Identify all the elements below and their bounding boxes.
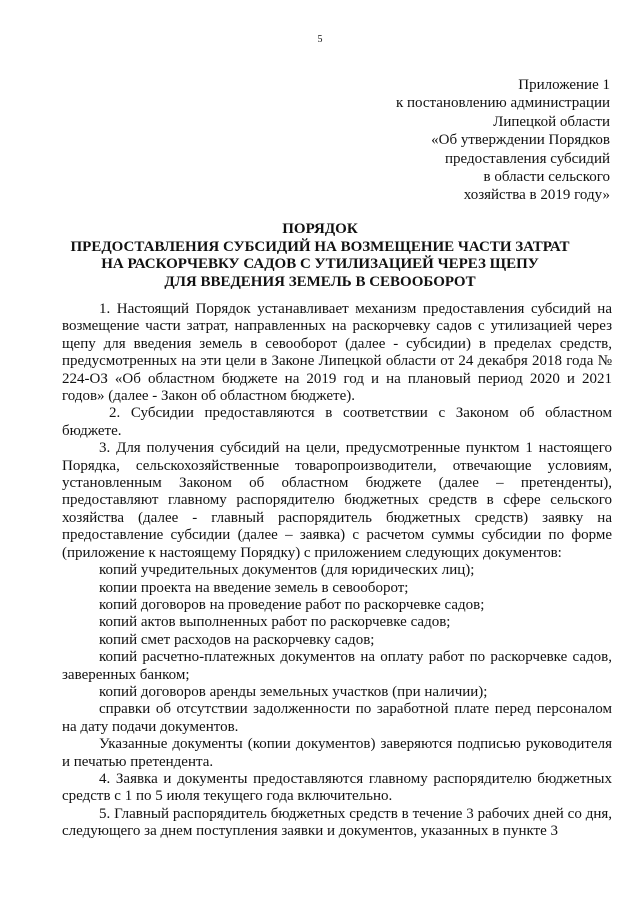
document-list-item: копий расчетно-платежных документов на оплату работ по раскорчевке садов, заверенных банком;	[62, 649, 612, 683]
paragraph-1: 1. Настоящий Порядок устанавливает механизм предоставления субсидий на возмещение части затрат, направленных на раскорчевку садов с утилизацией через щепу для введения земель в севооборот (далее - субсидии) в пределах средств, предусмотренных на эти цели в Законе Липецкой области от 24 декабря 2018 года № 224-ОЗ «Об областном бюджете на 2019 год и на плановый период 2020 и 2021 годов» (далее - Закон об областном бюджете).	[62, 301, 612, 405]
appendix-line: предоставления субсидий	[444, 150, 610, 167]
paragraph-4: 4. Заявка и документы предоставляются главному распорядителю бюджетных средств с 1 по 5 июля текущего года включительно.	[62, 770, 612, 805]
appendix-line: хозяйства в 2019 году»	[463, 187, 610, 204]
appendix-line: «Об утверждении Порядков	[431, 132, 610, 149]
title-line: ДЛЯ ВВЕДЕНИЯ ЗЕМЕЛЬ В СЕВООБОРОТ	[164, 273, 476, 290]
document-list-item: справки об отсутствии задолженности по заработной плате перед персоналом на дату подачи документов.	[62, 701, 612, 735]
appendix-line: в области сельского	[483, 169, 610, 186]
paragraph-5: 5. Главный распорядитель бюджетных средств в течение 3 рабочих дней со дня, следующего за днем поступления заявки и документов, указанных в пункте 3	[62, 805, 612, 840]
document-list-item: копий договоров аренды земельных участков (при наличии);	[99, 683, 488, 700]
paragraph-3: 3. Для получения субсидий на цели, предусмотренные пунктом 1 настоящего Порядка, сельскохозяйственные товаропроизводители, отвечающие условиям, установленным Законом об областном бюджете (далее – претенденты), предоставляют главному распорядителю бюджетных средств в сфере сельского хозяйства (далее - главный распорядитель бюджетных средств) заявку на предоставление субсидии (далее – заявка) с расчетом суммы субсидии по форме (приложение к настоящему Порядку) с приложением следующих документов:	[62, 440, 612, 561]
title-line: ПОРЯДОК	[282, 221, 358, 237]
document-list-item: копий договоров на проведение работ по раскорчевке садов;	[99, 596, 485, 613]
appendix-line: к постановлению администрации	[395, 95, 610, 112]
appendix-line: Липецкой области	[493, 113, 610, 130]
document-title	[0, 221, 640, 291]
certification-note: Указанные документы (копии документов) заверяются подписью руководителя и печатью претендента.	[62, 736, 612, 770]
document-list-item: копий учредительных документов (для юридических лиц);	[99, 562, 475, 579]
appendix-header	[310, 76, 610, 205]
document-list-item: копии проекта на введение земель в севооборот;	[99, 579, 409, 596]
appendix-line: Приложение 1	[518, 77, 610, 93]
paragraph-2: 2. Субсидии предоставляются в соответствии с Законом об областном бюджете.	[62, 405, 612, 439]
document-list-item: копий актов выполненных работ по раскорчевке садов;	[99, 614, 451, 631]
title-line: НА РАСКОРЧЕВКУ САДОВ С УТИЛИЗАЦИЕЙ ЧЕРЕЗ ЩЕПУ	[101, 256, 539, 272]
document-body	[62, 301, 612, 841]
title-line: ПРЕДОСТАВЛЕНИЯ СУБСИДИЙ НА ВОЗМЕЩЕНИЕ ЧАСТИ ЗАТРАТ	[70, 238, 570, 255]
document-list-item: копий смет расходов на раскорчевку садов;	[99, 631, 375, 648]
page-number: 5	[317, 34, 323, 45]
